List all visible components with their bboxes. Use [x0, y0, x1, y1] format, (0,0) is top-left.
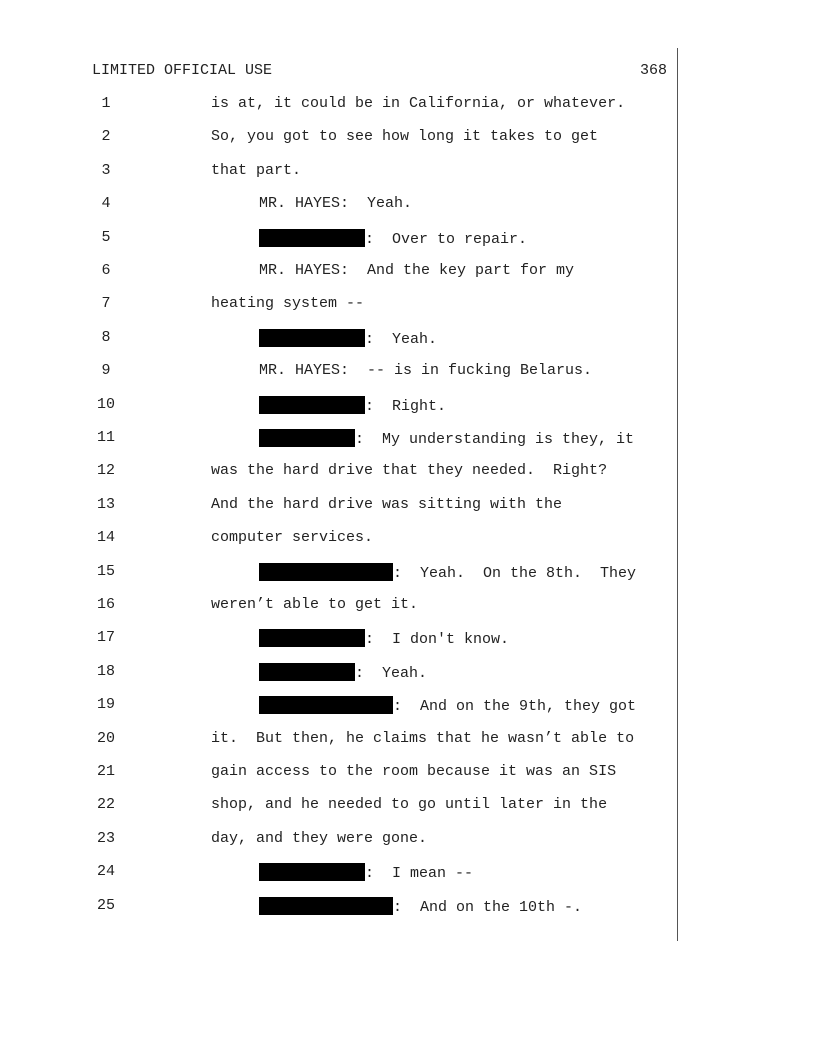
redacted-speaker-name — [259, 429, 355, 447]
line-number: 3 — [101, 161, 111, 179]
transcript-line — [0, 830, 816, 850]
line-number: 19 — [96, 696, 115, 714]
line-content: : Yeah. — [365, 330, 438, 348]
transcript-line — [0, 897, 816, 917]
transcript-line — [0, 95, 816, 115]
redacted-speaker-name — [259, 629, 365, 647]
line-content: MR. HAYES: Yeah. — [259, 195, 413, 213]
line-text — [259, 863, 473, 882]
line-content: MR. HAYES: And the key part for my — [259, 262, 575, 279]
line-text — [259, 563, 636, 582]
redacted-speaker-name — [259, 396, 365, 414]
line-text — [259, 629, 509, 648]
line-text — [211, 596, 418, 613]
line-content: MR. HAYES: -- is in fucking Belarus. — [259, 362, 593, 380]
line-text — [211, 796, 607, 813]
transcript-line — [0, 663, 816, 683]
line-text — [211, 830, 427, 847]
line-text — [259, 329, 437, 348]
transcript-line — [0, 162, 816, 182]
line-number: 6 — [101, 262, 111, 279]
transcript-line — [0, 396, 816, 416]
line-content: : And on the 10th -. — [393, 898, 583, 916]
transcript-line — [0, 863, 816, 883]
classification-header: LIMITED OFFICIAL USE — [92, 62, 273, 79]
line-number: 20 — [96, 729, 115, 747]
transcript-line — [0, 563, 816, 583]
redacted-speaker-name — [259, 229, 365, 247]
line-content: : I don't know. — [365, 631, 510, 649]
line-text — [211, 496, 562, 513]
line-text — [259, 362, 592, 379]
line-text — [211, 763, 616, 780]
line-number: 17 — [96, 629, 115, 647]
transcript-line — [0, 596, 816, 616]
line-number: 16 — [96, 596, 115, 613]
line-number: 8 — [101, 328, 111, 346]
transcript-line — [0, 295, 816, 315]
line-number: 5 — [101, 228, 111, 246]
line-text — [259, 429, 634, 448]
transcript-line — [0, 462, 816, 482]
transcript-line — [0, 763, 816, 783]
line-number: 25 — [96, 896, 115, 914]
line-content: gain access to the room because it was an SIS — [211, 763, 617, 780]
transcript-line — [0, 128, 816, 148]
line-text — [259, 696, 636, 715]
transcript-line — [0, 362, 816, 382]
transcript-line — [0, 496, 816, 516]
line-text — [211, 730, 634, 747]
transcript-line — [0, 195, 816, 215]
line-content: was the hard drive that they needed. Right? — [211, 462, 608, 480]
redacted-speaker-name — [259, 329, 365, 347]
line-number: 18 — [96, 662, 115, 680]
transcript-line — [0, 796, 816, 816]
line-content: day, and they were gone. — [211, 829, 428, 847]
line-number: 14 — [96, 529, 115, 547]
line-text — [259, 663, 427, 682]
line-text — [259, 262, 574, 279]
transcript-line — [0, 696, 816, 716]
line-number: 2 — [101, 128, 111, 146]
redacted-speaker-name — [259, 663, 355, 681]
transcript-line — [0, 229, 816, 249]
line-content: : Yeah. — [355, 664, 428, 682]
line-text — [211, 162, 301, 179]
line-number: 1 — [101, 95, 111, 112]
line-content: And the hard drive was sitting with the — [211, 495, 563, 513]
line-content: : Yeah. On the 8th. They — [393, 564, 637, 582]
line-text — [259, 396, 446, 415]
line-number: 4 — [101, 195, 111, 213]
line-number: 24 — [96, 863, 115, 881]
line-content: : And on the 9th, they got — [393, 698, 637, 716]
transcript-line — [0, 629, 816, 649]
page-number: 368 — [639, 62, 667, 79]
line-number: 22 — [96, 796, 115, 814]
redacted-speaker-name — [259, 563, 393, 581]
line-content: computer services. — [211, 529, 374, 547]
line-number: 21 — [96, 763, 115, 780]
line-content: : Right. — [365, 397, 447, 415]
transcript-line — [0, 329, 816, 349]
line-content: So, you got to see how long it takes to get — [211, 128, 599, 146]
line-number: 10 — [96, 395, 115, 413]
line-content: : My understanding is they, it — [355, 431, 635, 448]
line-content: : I mean -- — [365, 865, 474, 883]
line-text — [259, 229, 527, 248]
redacted-speaker-name — [259, 863, 365, 881]
line-number: 11 — [96, 429, 115, 446]
redacted-speaker-name — [259, 897, 393, 915]
line-content: it. But then, he claims that he wasn’t able to — [211, 729, 635, 747]
redacted-speaker-name — [259, 696, 393, 714]
line-text — [211, 128, 598, 145]
line-content: weren’t able to get it. — [211, 596, 419, 613]
transcript-line — [0, 529, 816, 549]
line-text — [211, 95, 625, 112]
line-number: 15 — [96, 562, 115, 580]
line-text — [259, 195, 412, 212]
line-number: 13 — [96, 495, 115, 513]
line-content: is at, it could be in California, or whatever. — [211, 95, 626, 112]
line-text — [211, 529, 373, 546]
line-text — [211, 462, 607, 479]
line-content: : Over to repair. — [365, 230, 528, 248]
line-content: heating system -- — [211, 295, 365, 313]
line-text — [211, 295, 364, 312]
line-text — [259, 897, 582, 916]
transcript-line — [0, 429, 816, 449]
line-number: 9 — [101, 362, 111, 380]
transcript-line — [0, 730, 816, 750]
transcript-line — [0, 262, 816, 282]
line-content: that part. — [211, 161, 302, 179]
line-number: 7 — [101, 295, 111, 313]
line-content: shop, and he needed to go until later in the — [211, 796, 608, 814]
line-number: 12 — [96, 462, 115, 480]
line-number: 23 — [96, 829, 115, 847]
